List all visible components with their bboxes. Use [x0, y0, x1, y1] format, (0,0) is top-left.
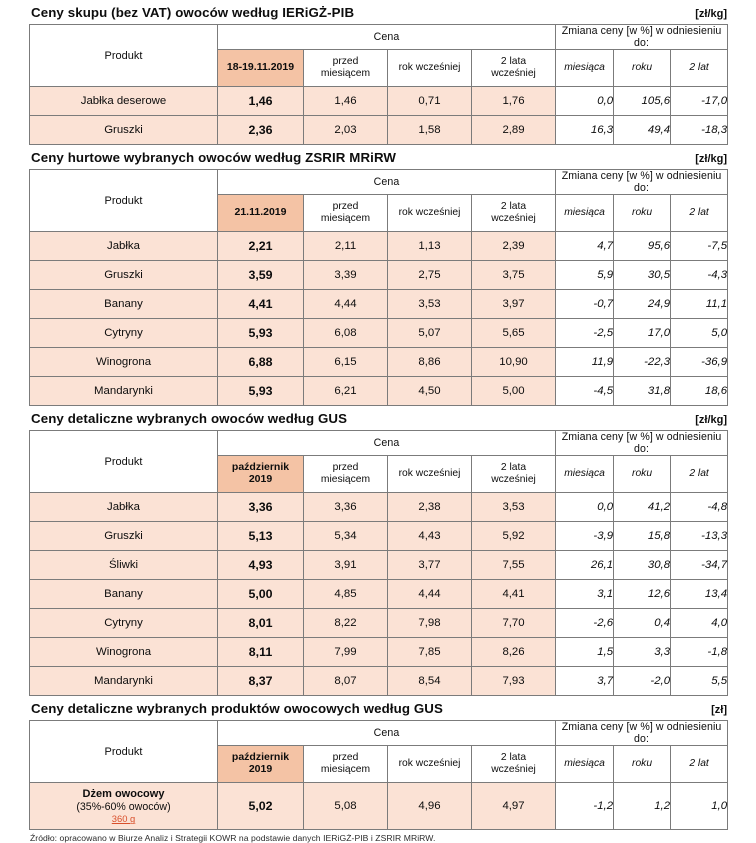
- section-title-row: [29, 145, 727, 169]
- row-product-name: Banany: [30, 580, 218, 609]
- row-price-two-years: 2,39: [472, 232, 556, 261]
- table-row: [30, 493, 728, 522]
- row-change-year: -2,0: [614, 667, 671, 696]
- header-prev-month-line1: przed: [332, 201, 359, 213]
- row-product-name: Gruszki: [30, 522, 218, 551]
- row-price-prev-month: 7,99: [304, 638, 388, 667]
- row-product-name: Cytryny: [30, 319, 218, 348]
- header-two-years-line2: wcześniej: [491, 474, 536, 485]
- row-change-two-years: 18,6: [671, 377, 728, 406]
- row-price-prev-year: 3,77: [388, 551, 472, 580]
- table-row: [30, 522, 728, 551]
- row-price-current: 5,13: [218, 522, 304, 551]
- table-row: [30, 377, 728, 406]
- row-price-prev-year: 0,71: [388, 87, 472, 116]
- row-price-prev-year: 7,85: [388, 638, 472, 667]
- section-title-row: [29, 0, 727, 24]
- row-change-month: 11,9: [556, 348, 614, 377]
- header-price-group: Cena: [218, 25, 556, 50]
- row-price-prev-year: 7,98: [388, 609, 472, 638]
- row-price-prev-month: 5,34: [304, 522, 388, 551]
- header-prev-year: rok wcześniej: [388, 746, 472, 783]
- table-row: [30, 87, 728, 116]
- row-price-current: 8,01: [218, 609, 304, 638]
- header-price-date-line1: 21.11.2019: [234, 206, 287, 219]
- row-change-month: 16,3: [556, 116, 614, 145]
- table-row: [30, 638, 728, 667]
- section-title-row: [29, 696, 727, 720]
- row-price-prev-year: 4,44: [388, 580, 472, 609]
- section-purchase-prices: [29, 0, 727, 145]
- row-price-two-years: 4,41: [472, 580, 556, 609]
- header-change-group: Zmiana ceny [w %] w odniesieniu do:: [556, 721, 728, 746]
- header-price-date: [218, 746, 304, 783]
- row-change-year: 12,6: [614, 580, 671, 609]
- row-change-year: 1,2: [614, 783, 671, 830]
- table-row: [30, 116, 728, 145]
- purchase-prices-table: [29, 24, 728, 145]
- row-change-two-years: -18,3: [671, 116, 728, 145]
- row-price-two-years: 4,97: [472, 783, 556, 830]
- unit-label: [zł/kg]: [695, 8, 727, 20]
- row-change-two-years: 4,0: [671, 609, 728, 638]
- header-change-two-years: 2 lat: [671, 456, 728, 493]
- header-change-two-years: 2 lat: [671, 746, 728, 783]
- row-price-prev-year: 5,07: [388, 319, 472, 348]
- row-price-current: 2,21: [218, 232, 304, 261]
- row-change-two-years: -1,8: [671, 638, 728, 667]
- row-change-year: 30,8: [614, 551, 671, 580]
- row-change-year: 24,9: [614, 290, 671, 319]
- source-note: Źródło: opracowano w Biurze Analiz i Strategii KOWR na podstawie danych IERiGŻ-PIB i ZSRIR MRiRW.: [30, 833, 436, 843]
- unit-label: [zł/kg]: [695, 414, 727, 426]
- header-change-month: miesiąca: [556, 456, 614, 493]
- row-product-name: Jabłka: [30, 232, 218, 261]
- header-product: Produkt: [30, 431, 218, 493]
- header-two-years: [472, 50, 556, 87]
- row-product-line2: (35%-60% owoców): [76, 800, 171, 813]
- row-change-year: -22,3: [614, 348, 671, 377]
- row-change-two-years: -4,8: [671, 493, 728, 522]
- row-price-prev-month: 2,11: [304, 232, 388, 261]
- header-two-years-line1: 2 lata: [500, 462, 527, 474]
- row-price-two-years: 5,65: [472, 319, 556, 348]
- row-change-year: 17,0: [614, 319, 671, 348]
- row-price-current: 5,93: [218, 377, 304, 406]
- row-price-prev-month: 1,46: [304, 87, 388, 116]
- row-price-prev-year: 8,54: [388, 667, 472, 696]
- row-price-prev-month: 3,36: [304, 493, 388, 522]
- header-change-group: Zmiana ceny [w %] w odniesieniu do:: [556, 431, 728, 456]
- row-price-two-years: 1,76: [472, 87, 556, 116]
- header-change-two-years: 2 lat: [671, 195, 728, 232]
- section-retail-fruit-prices: [29, 406, 727, 696]
- row-price-current: 5,02: [218, 783, 304, 830]
- header-price-group: Cena: [218, 170, 556, 195]
- row-change-two-years: -34,7: [671, 551, 728, 580]
- row-price-prev-month: 3,91: [304, 551, 388, 580]
- row-product-name: [30, 783, 218, 830]
- row-change-two-years: 13,4: [671, 580, 728, 609]
- header-prev-month-line1: przed: [332, 56, 359, 68]
- row-change-year: 3,3: [614, 638, 671, 667]
- row-change-year: 30,5: [614, 261, 671, 290]
- header-change-group: Zmiana ceny [w %] w odniesieniu do:: [556, 25, 728, 50]
- row-change-month: 4,7: [556, 232, 614, 261]
- section-retail-fruit-products: [29, 696, 727, 830]
- row-change-month: 3,1: [556, 580, 614, 609]
- row-change-month: 26,1: [556, 551, 614, 580]
- row-price-prev-month: 6,15: [304, 348, 388, 377]
- header-two-years: [472, 195, 556, 232]
- header-prev-month-line2: miesiącem: [320, 764, 371, 775]
- row-change-month: -2,6: [556, 609, 614, 638]
- row-price-two-years: 7,93: [472, 667, 556, 696]
- row-change-month: -0,7: [556, 290, 614, 319]
- row-price-current: 5,93: [218, 319, 304, 348]
- row-change-two-years: 1,0: [671, 783, 728, 830]
- row-price-prev-month: 6,08: [304, 319, 388, 348]
- row-change-two-years: 11,1: [671, 290, 728, 319]
- header-prev-month-line2: miesiącem: [320, 474, 371, 485]
- header-prev-month: [304, 746, 388, 783]
- row-product-name: Jabłka deserowe: [30, 87, 218, 116]
- row-change-two-years: -13,3: [671, 522, 728, 551]
- header-change-year: roku: [614, 195, 671, 232]
- header-price-date-line1: październik: [231, 751, 290, 764]
- row-product-name: Winogrona: [30, 348, 218, 377]
- row-change-two-years: 5,5: [671, 667, 728, 696]
- row-product-name: Gruszki: [30, 261, 218, 290]
- table-row: [30, 232, 728, 261]
- header-change-year: roku: [614, 746, 671, 783]
- row-price-prev-year: 4,50: [388, 377, 472, 406]
- row-change-year: 41,2: [614, 493, 671, 522]
- table-header-group-row: [30, 721, 728, 746]
- header-prev-month: [304, 50, 388, 87]
- header-price-group: Cena: [218, 721, 556, 746]
- header-prev-month-line2: miesiącem: [320, 68, 371, 79]
- row-product-name: Śliwki: [30, 551, 218, 580]
- page-title: Ceny detaliczne wybranych owoców według GUS: [31, 411, 348, 426]
- header-change-month: miesiąca: [556, 746, 614, 783]
- header-change-year: roku: [614, 50, 671, 87]
- row-price-prev-month: 3,39: [304, 261, 388, 290]
- row-price-two-years: 3,97: [472, 290, 556, 319]
- row-price-prev-year: 2,38: [388, 493, 472, 522]
- row-price-two-years: 8,26: [472, 638, 556, 667]
- table-row: [30, 580, 728, 609]
- row-change-year: 31,8: [614, 377, 671, 406]
- header-two-years-line2: wcześniej: [491, 68, 536, 79]
- header-two-years-line2: wcześniej: [491, 213, 536, 224]
- row-product-name: Banany: [30, 290, 218, 319]
- row-product-name: Cytryny: [30, 609, 218, 638]
- page-title: Ceny skupu (bez VAT) owoców według IERiGŻ-PIB: [31, 5, 355, 20]
- header-two-years-line1: 2 lata: [500, 56, 527, 68]
- row-price-two-years: 2,89: [472, 116, 556, 145]
- row-price-prev-year: 8,86: [388, 348, 472, 377]
- row-price-prev-month: 2,03: [304, 116, 388, 145]
- table-row: [30, 348, 728, 377]
- row-price-prev-year: 1,58: [388, 116, 472, 145]
- table-header-group-row: [30, 25, 728, 50]
- header-two-years-line1: 2 lata: [500, 201, 527, 213]
- row-price-prev-year: 1,13: [388, 232, 472, 261]
- row-change-month: -4,5: [556, 377, 614, 406]
- row-price-prev-year: 3,53: [388, 290, 472, 319]
- row-product-name: Jabłka: [30, 493, 218, 522]
- row-product-line1: Dżem owocowy: [82, 787, 165, 800]
- row-price-current: 3,36: [218, 493, 304, 522]
- row-price-current: 3,59: [218, 261, 304, 290]
- header-product: Produkt: [30, 721, 218, 783]
- retail-fruit-products-table: [29, 720, 728, 830]
- row-price-current: 8,37: [218, 667, 304, 696]
- table-header-group-row: [30, 170, 728, 195]
- header-two-years-line2: wcześniej: [491, 764, 536, 775]
- header-product: Produkt: [30, 170, 218, 232]
- header-price-date: [218, 195, 304, 232]
- row-change-year: 105,6: [614, 87, 671, 116]
- row-price-current: 4,41: [218, 290, 304, 319]
- row-change-two-years: 5,0: [671, 319, 728, 348]
- page-title: Ceny hurtowe wybranych owoców według ZSRIR MRiRW: [31, 150, 397, 165]
- unit-label: [zł]: [711, 704, 727, 716]
- row-change-month: 0,0: [556, 493, 614, 522]
- header-price-date: [218, 50, 304, 87]
- row-change-year: 15,8: [614, 522, 671, 551]
- row-change-year: 0,4: [614, 609, 671, 638]
- row-price-prev-month: 4,85: [304, 580, 388, 609]
- wholesale-prices-table: [29, 169, 728, 406]
- row-change-two-years: -7,5: [671, 232, 728, 261]
- row-price-prev-year: 4,43: [388, 522, 472, 551]
- header-product: Produkt: [30, 25, 218, 87]
- row-price-prev-month: 4,44: [304, 290, 388, 319]
- table-row: [30, 319, 728, 348]
- header-prev-year: rok wcześniej: [388, 456, 472, 493]
- row-product-name: Mandarynki: [30, 667, 218, 696]
- unit-label: [zł/kg]: [695, 153, 727, 165]
- header-price-group: Cena: [218, 431, 556, 456]
- row-product-name: Mandarynki: [30, 377, 218, 406]
- table-row: [30, 551, 728, 580]
- header-prev-month-line1: przed: [332, 752, 359, 764]
- header-change-two-years: 2 lat: [671, 50, 728, 87]
- row-price-current: 5,00: [218, 580, 304, 609]
- retail-fruit-prices-table: [29, 430, 728, 696]
- row-change-month: 3,7: [556, 667, 614, 696]
- row-product-name: Gruszki: [30, 116, 218, 145]
- header-prev-month-line2: miesiącem: [320, 213, 371, 224]
- header-prev-month-line1: przed: [332, 462, 359, 474]
- table-row: [30, 783, 728, 830]
- section-wholesale-prices: [29, 145, 727, 406]
- row-change-two-years: -17,0: [671, 87, 728, 116]
- header-price-date-line2: 2019: [248, 473, 273, 485]
- page-title: Ceny detaliczne wybranych produktów owocowych według GUS: [31, 701, 443, 716]
- row-change-year: 49,4: [614, 116, 671, 145]
- row-price-two-years: 3,75: [472, 261, 556, 290]
- header-change-month: miesiąca: [556, 50, 614, 87]
- section-title-row: [29, 406, 727, 430]
- row-price-current: 4,93: [218, 551, 304, 580]
- header-prev-year: rok wcześniej: [388, 195, 472, 232]
- header-prev-month: [304, 456, 388, 493]
- row-price-current: 2,36: [218, 116, 304, 145]
- row-price-two-years: 7,55: [472, 551, 556, 580]
- table-header-group-row: [30, 431, 728, 456]
- row-price-prev-month: 5,08: [304, 783, 388, 830]
- row-price-current: 6,88: [218, 348, 304, 377]
- row-price-prev-month: 8,22: [304, 609, 388, 638]
- row-price-prev-year: 4,96: [388, 783, 472, 830]
- row-price-two-years: 3,53: [472, 493, 556, 522]
- row-change-two-years: -36,9: [671, 348, 728, 377]
- row-price-prev-year: 2,75: [388, 261, 472, 290]
- row-price-two-years: 7,70: [472, 609, 556, 638]
- row-price-two-years: 10,90: [472, 348, 556, 377]
- header-price-date: [218, 456, 304, 493]
- row-price-current: 8,11: [218, 638, 304, 667]
- header-change-group: Zmiana ceny [w %] w odniesieniu do:: [556, 170, 728, 195]
- row-price-current: 1,46: [218, 87, 304, 116]
- row-change-year: 95,6: [614, 232, 671, 261]
- header-change-year: roku: [614, 456, 671, 493]
- header-change-month: miesiąca: [556, 195, 614, 232]
- row-price-two-years: 5,00: [472, 377, 556, 406]
- row-change-month: 1,5: [556, 638, 614, 667]
- row-change-month: -2,5: [556, 319, 614, 348]
- row-price-prev-month: 6,21: [304, 377, 388, 406]
- table-row: [30, 667, 728, 696]
- header-two-years: [472, 456, 556, 493]
- row-price-prev-month: 8,07: [304, 667, 388, 696]
- table-row: [30, 261, 728, 290]
- row-change-month: -3,9: [556, 522, 614, 551]
- table-row: [30, 290, 728, 319]
- header-prev-year: rok wcześniej: [388, 50, 472, 87]
- header-prev-month: [304, 195, 388, 232]
- row-product-name: Winogrona: [30, 638, 218, 667]
- row-change-month: 0,0: [556, 87, 614, 116]
- header-price-date-line2: 2019: [248, 763, 273, 775]
- row-price-two-years: 5,92: [472, 522, 556, 551]
- row-change-two-years: -4,3: [671, 261, 728, 290]
- table-row: [30, 609, 728, 638]
- header-price-date-line1: październik: [231, 461, 290, 474]
- header-two-years-line1: 2 lata: [500, 752, 527, 764]
- row-product-weight: 360 g: [111, 813, 136, 825]
- header-two-years: [472, 746, 556, 783]
- row-change-month: -1,2: [556, 783, 614, 830]
- row-change-month: 5,9: [556, 261, 614, 290]
- header-price-date-line1: 18-19.11.2019: [226, 61, 295, 74]
